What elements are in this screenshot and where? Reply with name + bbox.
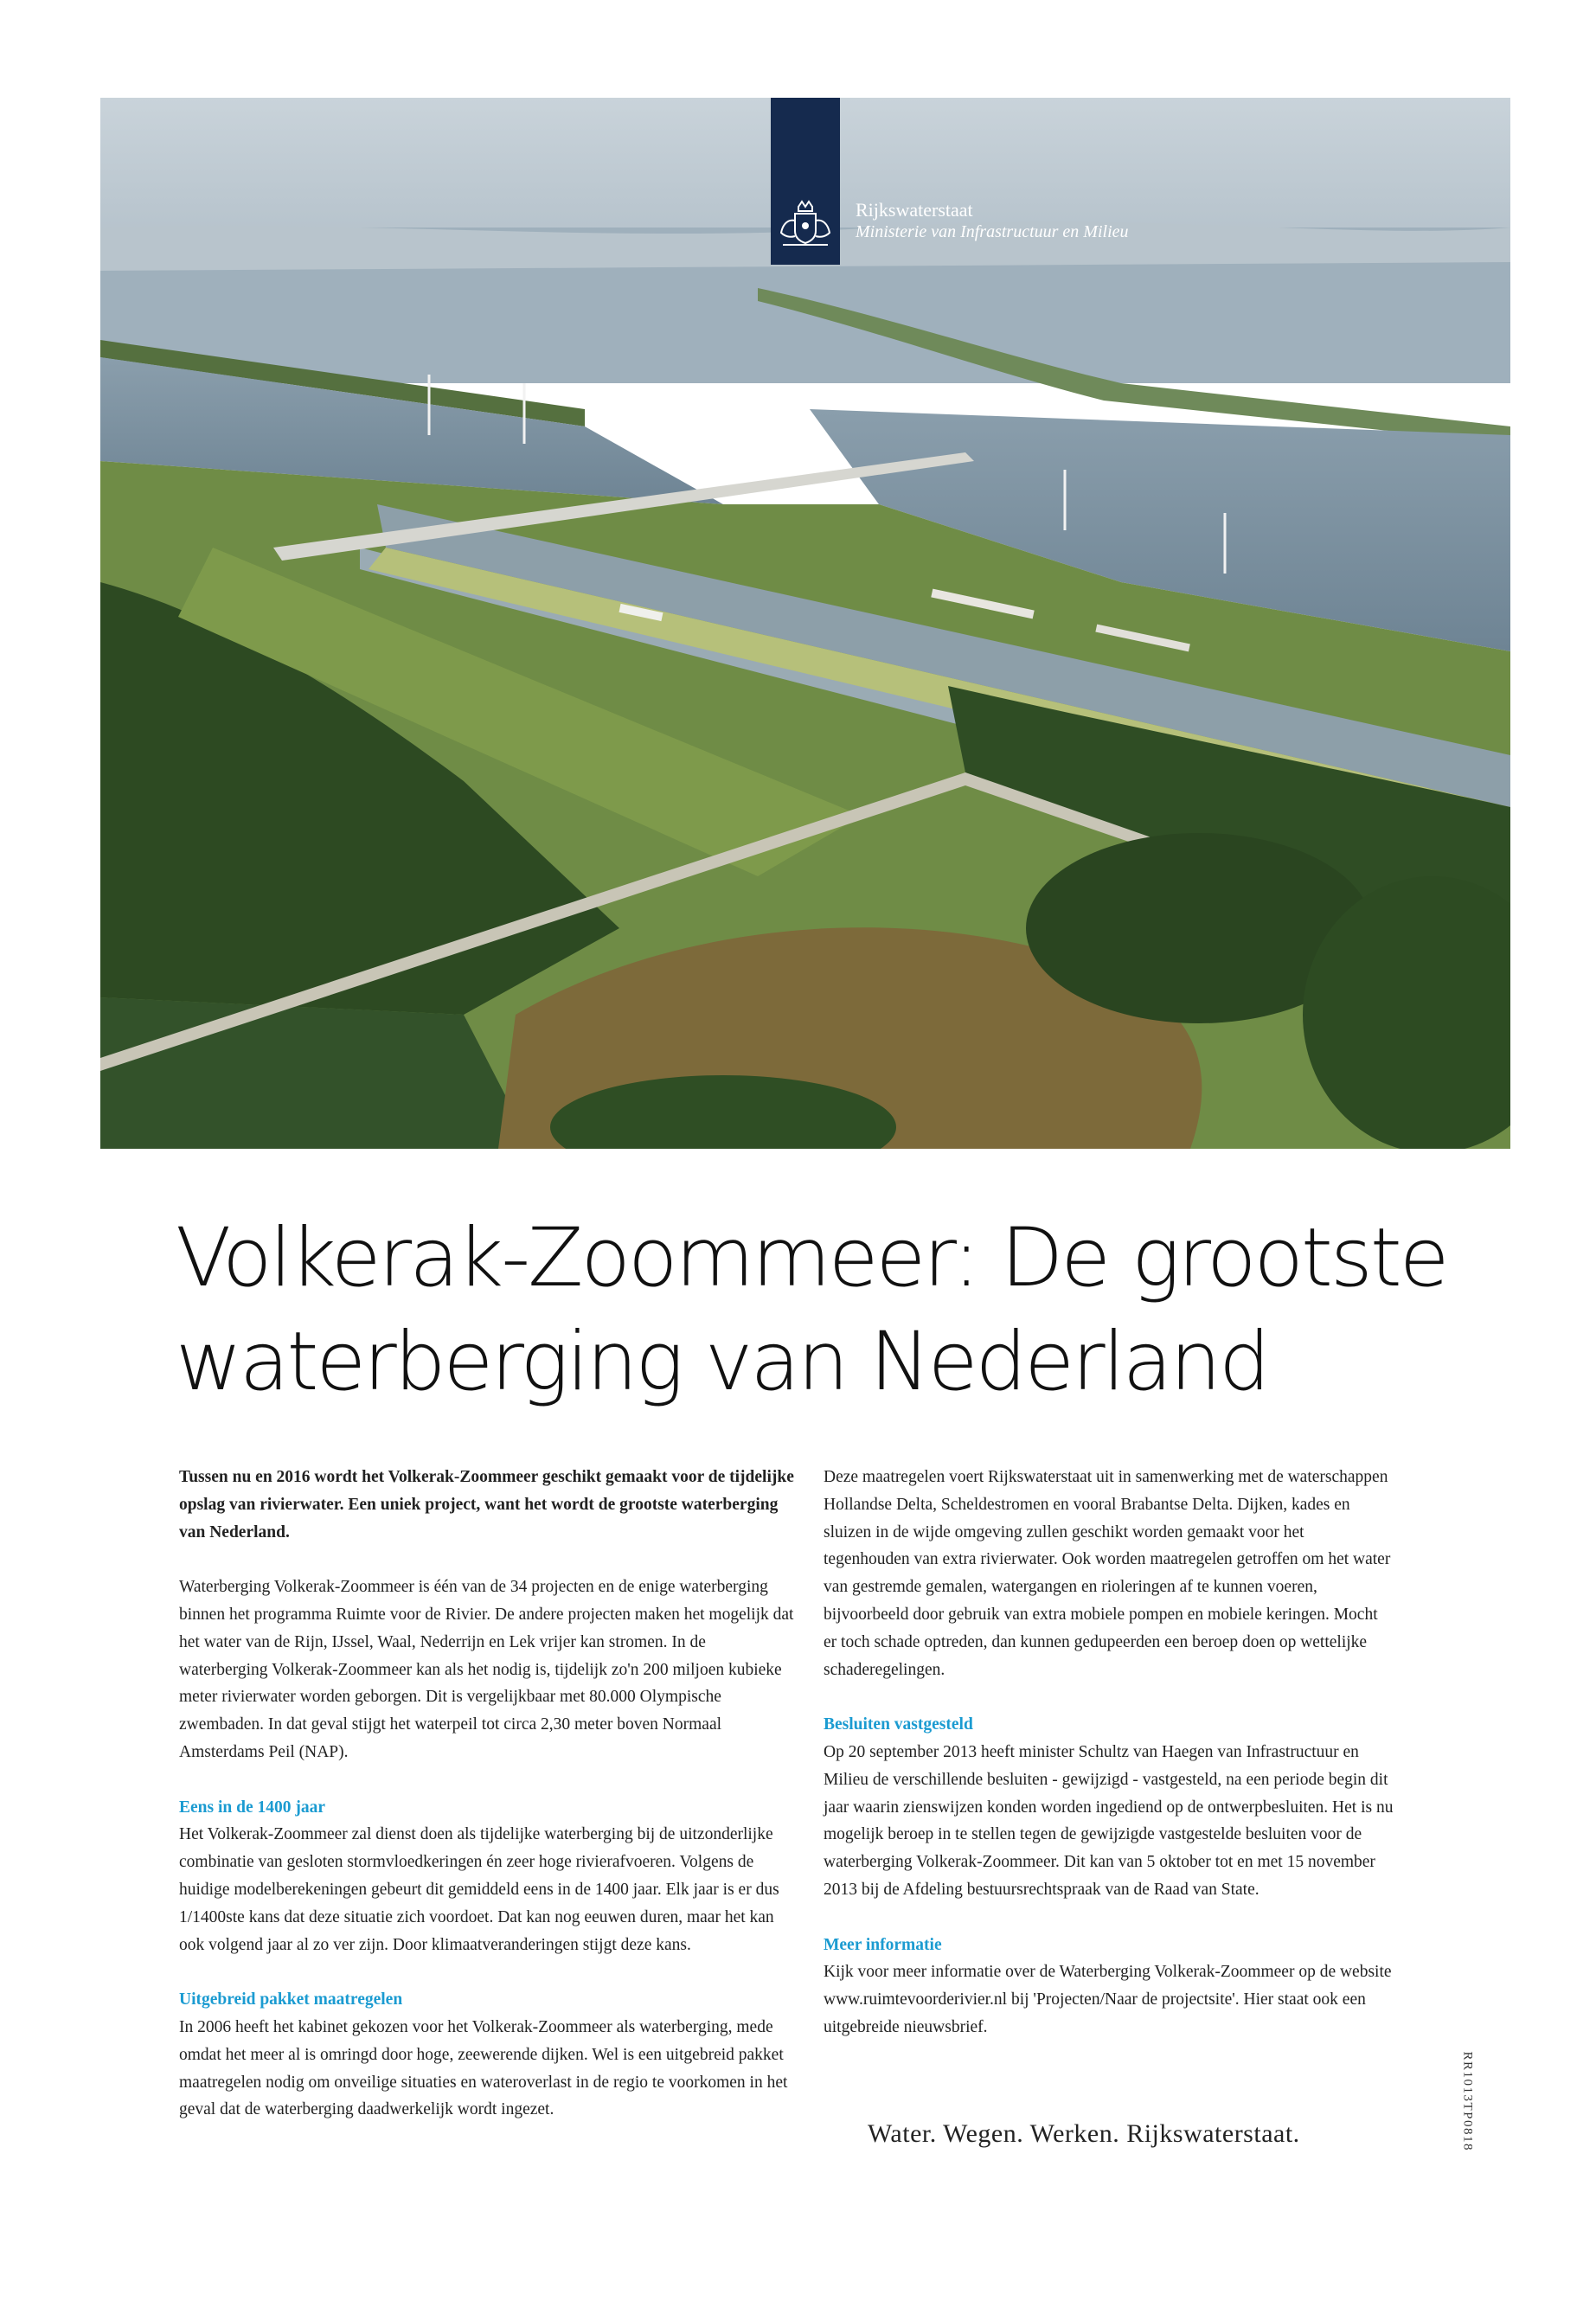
tagline: Water. Wegen. Werken. Rijkswaterstaat. <box>868 2119 1300 2148</box>
logo-text <box>856 199 1129 242</box>
lead-paragraph: Tussen nu en 2016 wordt het Volkerak-Zoommeer geschikt gemaakt voor de tijdelijke opslag van rivierwater. Een uniek project, want het wordt de grootste waterberging van Nederland. <box>179 1468 794 1541</box>
coat-of-arms-icon <box>771 195 840 255</box>
left-column <box>179 1464 795 2151</box>
section-heading: Meer informatie <box>824 1935 942 1954</box>
section-text: Op 20 september 2013 heeft minister Schultz van Haegen van Infrastructuur en Milieu de verschillende besluiten - gewijzigd - vastgesteld, na een periode begin dit jaar waarin zienswijzen konden worden ingediend op de ontwerpbesluiten. Het is nu mogelijk beroep in te stellen tegen de gewijzigde vastgestelde besluiten voor de waterberging Volkerak-Zoommeer. Dit kan van 5 oktober tot en met 15 november 2013 bij de Afdeling bestuursrechtspraak van de Raad van State. <box>824 1742 1394 1899</box>
organisation-name: Rijkswaterstaat <box>856 199 973 221</box>
page-title-line-1: Volkerak-Zoommeer: De grootste <box>176 1211 1447 1305</box>
document-code <box>1454 2050 1475 2189</box>
page-title-line-2: waterberging van Nederland <box>176 1315 1268 1409</box>
section-heading: Eens in de 1400 jaar <box>179 1798 326 1817</box>
section-text: In 2006 heeft het kabinet gekozen voor het Volkerak-Zoommeer als waterberging, mede omdat het meer al is omringd door hoge, zeewerende dijken. Wel is een uitgebreid pakket maatregelen nodig om onveilige situaties en wateroverlast in de regio te voorkomen in het geval dat de waterberging daadwerkelijk wordt ingezet. <box>179 2017 788 2119</box>
maatregelen-paragraph: Deze maatregelen voert Rijkswaterstaat uit in samenwerking met de waterschappen Hollandse Delta, Scheldestromen en vooral Brabantse Delta. Dijken, kades en sluizen in de wijde omgeving zullen geschikt worden gemaakt voor het tegenhouden van extra rivierwater. Ook worden maatregelen getroffen om het water van gestremde gemalen, watergangen en rioleringen af te kunnen voeren, bijvoorbeeld door gebruik van extra mobiele pompen en mobiele keringen. Mocht er toch schade optreden, dan kunnen gedupeerden een beroep doen op wettelijke schaderegelingen. <box>824 1468 1391 1679</box>
intro-paragraph: Waterberging Volkerak-Zoommeer is één van de 34 projecten en de enige waterberging binnen het programma Ruimte voor de Rivier. De andere projecten maken het mogelijk dat het water van de Rijn, IJssel, Waal, Nederrijn en Lek vrijer kan stromen. In de waterberging Volkerak-Zoommeer kan als het nodig is, tijdelijk zo'n 200 miljoen kubieke meter rivierwater worden geborgen. Dit is vergelijkbaar met 80.000 Olympische zwembaden. In dat geval stijgt het waterpeil tot circa 2,30 meter boven Normaal Amsterdams Peil (NAP). <box>179 1578 794 1761</box>
right-column <box>824 1464 1394 2069</box>
document-code-text: RR1013TP0818 <box>1460 2051 1475 2152</box>
section-heading: Besluiten vastgesteld <box>824 1715 973 1734</box>
section-uitgebreid-pakket <box>179 1986 795 2124</box>
section-eens-in-de-1400-jaar <box>179 1794 795 1959</box>
ministry-name: Ministerie van Infrastructuur en Milieu <box>856 222 1129 241</box>
section-text: Kijk voor meer informatie over de Waterberging Volkerak-Zoommeer op de website www.ruimtevoorderivier.nl bij 'Projecten/Naar de projectsite'. Hier staat ook een uitgebreide nieuwsbrief. <box>824 1963 1392 2036</box>
page-title <box>176 1207 1473 1414</box>
section-text: Het Volkerak-Zoommeer zal dienst doen als tijdelijke waterberging bij de uitzonderlijke combinatie van gesloten stormvloedkeringen én zeer hoge rivierafvoeren. Volgens de huidige modelberekeningen gebeurt dit gemiddeld eens in de 1400 jaar. Elk jaar is er dus 1/1400ste kans dat deze situatie zich voordoet. Dat kan nog eeuwen duren, maar het kan ook volgend jaar al zo ver zijn. Door klimaatveranderingen stijgt deze kans. <box>179 1825 779 1954</box>
section-heading: Uitgebreid pakket maatregelen <box>179 1990 403 2009</box>
section-besluiten-vastgesteld <box>824 1711 1394 1904</box>
section-meer-informatie <box>824 1932 1394 2041</box>
